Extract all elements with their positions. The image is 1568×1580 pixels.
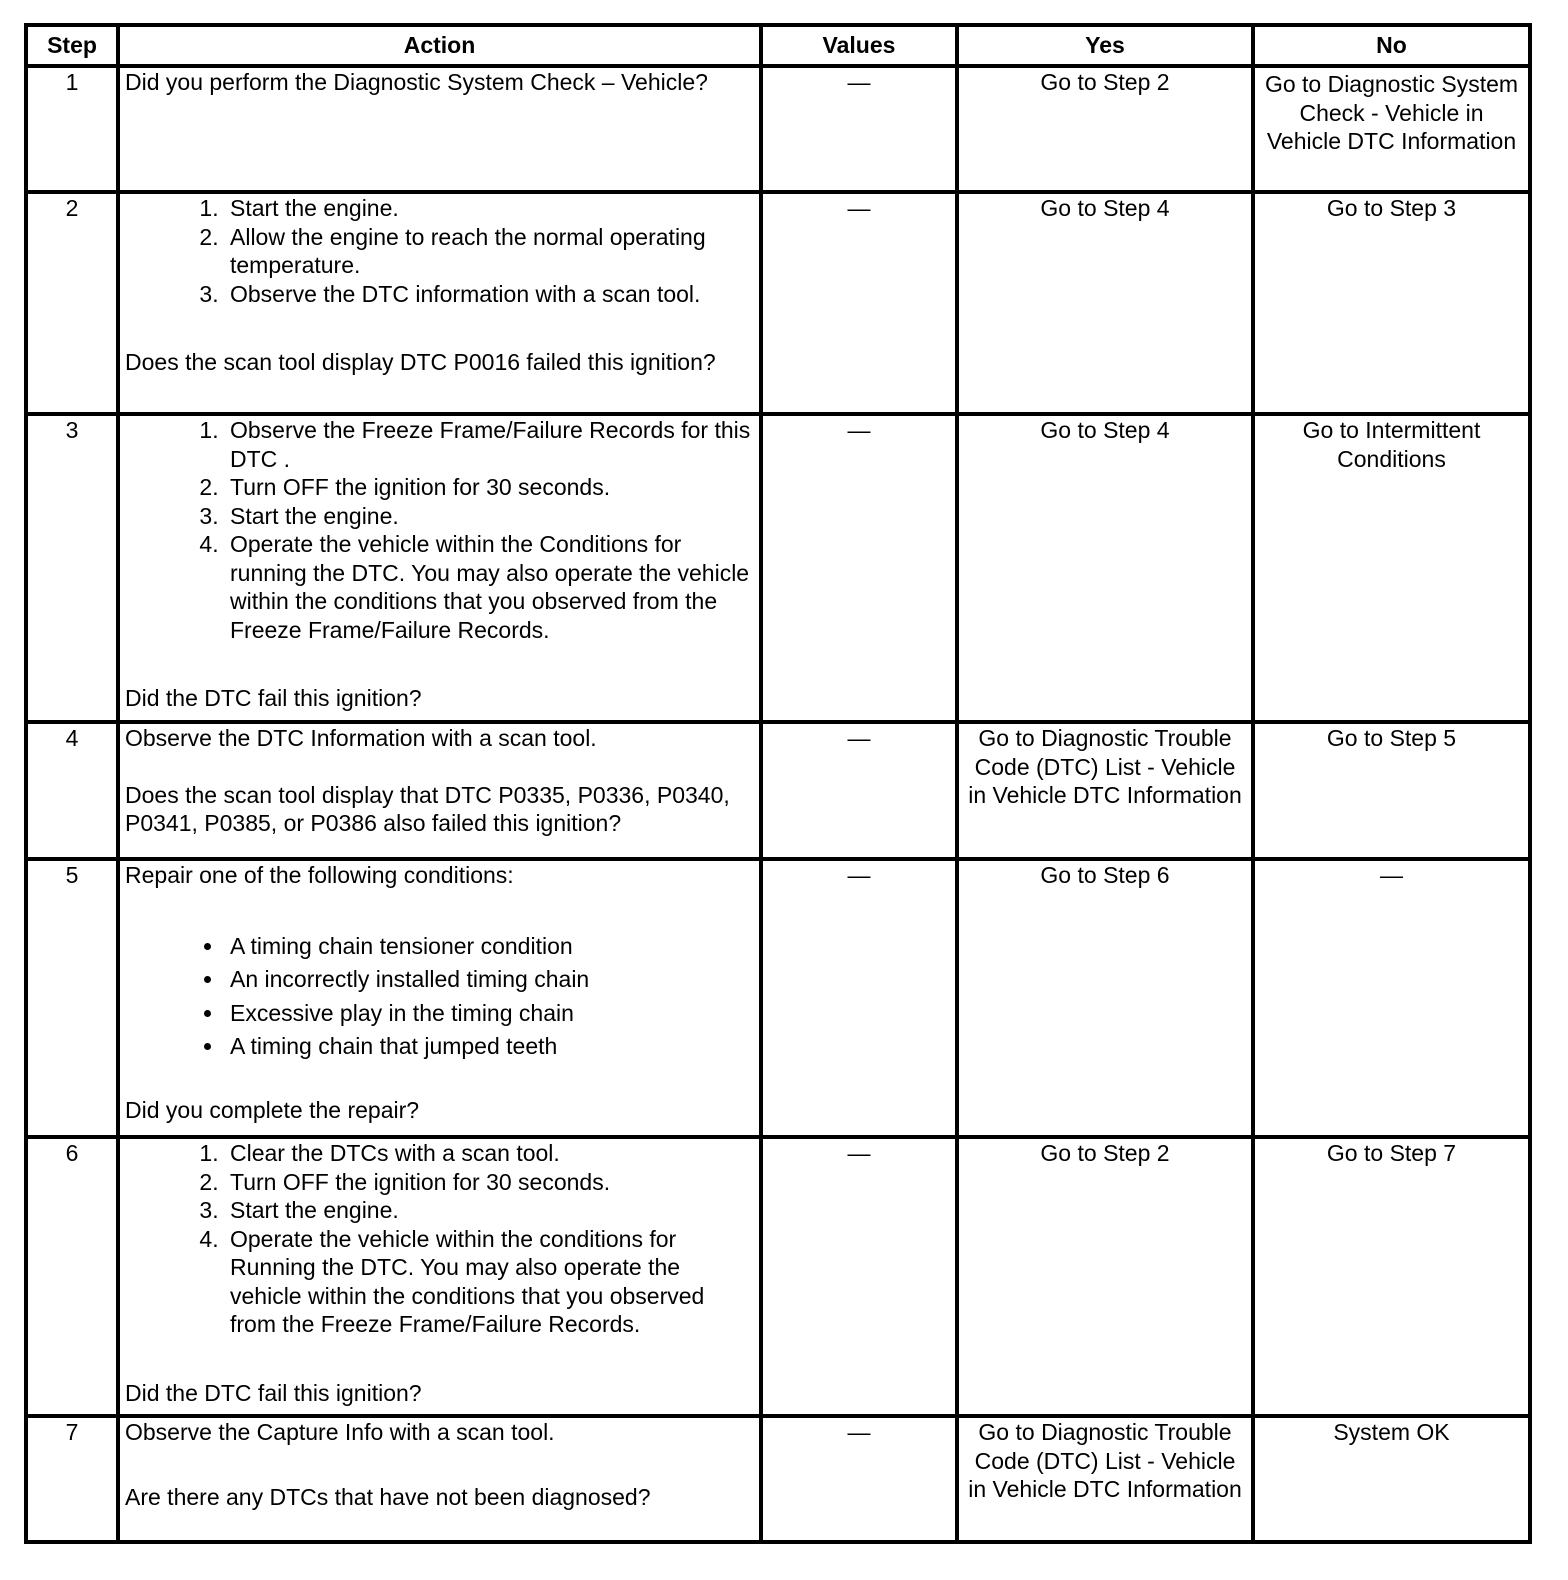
- action-question: Does the scan tool display that DTC P0335, P0336, P0340, P0341, P0385, or P0386 also failed this ignition?: [125, 781, 730, 836]
- step-number: 2: [26, 192, 118, 414]
- list-item: 1. Observe the Freeze Frame/Failure Records for this DTC .: [225, 416, 754, 473]
- yes-cell: Go to Diagnostic Trouble Code (DTC) List - Vehicle in Vehicle DTC Information: [957, 722, 1253, 859]
- action-question: Did you complete the repair?: [125, 1096, 420, 1123]
- table-row-step-7: [26, 1416, 1530, 1542]
- header-step: Step: [26, 25, 118, 66]
- values-cell: —: [761, 722, 957, 859]
- list-item: 3. Observe the DTC information with a scan tool.: [225, 280, 754, 309]
- values-cell: —: [761, 1137, 957, 1416]
- list-item: • Excessive play in the timing chain: [225, 999, 754, 1028]
- table-row-step-5: [26, 859, 1530, 1137]
- step-number: 7: [26, 1416, 118, 1542]
- list-item: 2. Turn OFF the ignition for 30 seconds.: [225, 1168, 754, 1197]
- action-steps-list: [125, 194, 754, 308]
- no-cell: Go to Step 5: [1253, 722, 1530, 859]
- action-text: Observe the DTC Information with a scan tool.: [125, 725, 597, 751]
- action-text: Did you perform the Diagnostic System Check – Vehicle?: [125, 69, 708, 95]
- yes-cell: Go to Step 4: [957, 192, 1253, 414]
- list-item: 2. Allow the engine to reach the normal operating temperature.: [225, 223, 754, 280]
- no-cell: System OK: [1253, 1416, 1530, 1542]
- header-values: Values: [761, 25, 957, 66]
- action-cell: [118, 1137, 761, 1416]
- list-item: 3. Start the engine.: [225, 502, 754, 531]
- list-item: 2. Turn OFF the ignition for 30 seconds.: [225, 473, 754, 502]
- table-row-step-3: [26, 414, 1530, 722]
- table-row-step-6: [26, 1137, 1530, 1416]
- table-row-step-1: [26, 66, 1530, 192]
- step-number: 4: [26, 722, 118, 859]
- action-text: Observe the Capture Info with a scan tool.: [125, 1419, 555, 1445]
- list-item: 3. Start the engine.: [225, 1196, 754, 1225]
- yes-cell: Go to Step 4: [957, 414, 1253, 722]
- list-item: 4. Operate the vehicle within the conditions for Running the DTC. You may also operate the vehicle within the conditions that you observed from the Freeze Frame/Failure Records.: [225, 1225, 754, 1339]
- values-cell: —: [761, 66, 957, 192]
- action-cell: [118, 192, 761, 414]
- no-cell: —: [1253, 859, 1530, 1137]
- step-number: 5: [26, 859, 118, 1137]
- step-number: 3: [26, 414, 118, 722]
- action-steps-list: [125, 416, 754, 644]
- action-cell: [118, 414, 761, 722]
- list-item: 1. Clear the DTCs with a scan tool.: [225, 1139, 754, 1168]
- action-question: Did the DTC fail this ignition?: [125, 1379, 422, 1406]
- conditions-list: [125, 932, 754, 1061]
- action-cell: [118, 722, 761, 859]
- action-steps-list: [125, 1139, 754, 1339]
- yes-cell: Go to Step 2: [957, 1137, 1253, 1416]
- no-cell: Go to Diagnostic System Check - Vehicle in Vehicle DTC Information: [1253, 66, 1530, 192]
- step-number: 6: [26, 1137, 118, 1416]
- list-item: • A timing chain that jumped teeth: [225, 1032, 754, 1061]
- yes-cell: Go to Step 6: [957, 859, 1253, 1137]
- action-cell: [118, 859, 761, 1137]
- yes-cell: Go to Diagnostic Trouble Code (DTC) List - Vehicle in Vehicle DTC Information: [957, 1416, 1253, 1542]
- list-item: • A timing chain tensioner condition: [225, 932, 754, 961]
- action-question: Does the scan tool display DTC P0016 failed this ignition?: [125, 349, 716, 375]
- values-cell: —: [761, 1416, 957, 1542]
- table-row-step-4: [26, 722, 1530, 859]
- list-item: 1. Start the engine.: [225, 194, 754, 223]
- action-question: Are there any DTCs that have not been diagnosed?: [125, 1483, 651, 1510]
- diagnostic-table: [24, 23, 1532, 1544]
- no-cell: Go to Step 3: [1253, 192, 1530, 414]
- action-cell: [118, 66, 761, 192]
- header-action: Action: [118, 25, 761, 66]
- yes-cell: Go to Step 2: [957, 66, 1253, 192]
- values-cell: —: [761, 414, 957, 722]
- list-item: • An incorrectly installed timing chain: [225, 965, 754, 994]
- table-row-step-2: [26, 192, 1530, 414]
- values-cell: —: [761, 192, 957, 414]
- action-cell: [118, 1416, 761, 1542]
- no-cell: Go to Step 7: [1253, 1137, 1530, 1416]
- action-question: Did the DTC fail this ignition?: [125, 685, 422, 711]
- header-yes: Yes: [957, 25, 1253, 66]
- step-number: 1: [26, 66, 118, 192]
- header-row: [26, 25, 1530, 66]
- action-text: Repair one of the following conditions:: [125, 862, 514, 888]
- header-no: No: [1253, 25, 1530, 66]
- list-item: 4. Operate the vehicle within the Conditions for running the DTC. You may also operate the vehicle within the conditions that you observed from the Freeze Frame/Failure Records.: [225, 530, 754, 644]
- values-cell: —: [761, 859, 957, 1137]
- no-cell: Go to Intermittent Conditions: [1253, 414, 1530, 722]
